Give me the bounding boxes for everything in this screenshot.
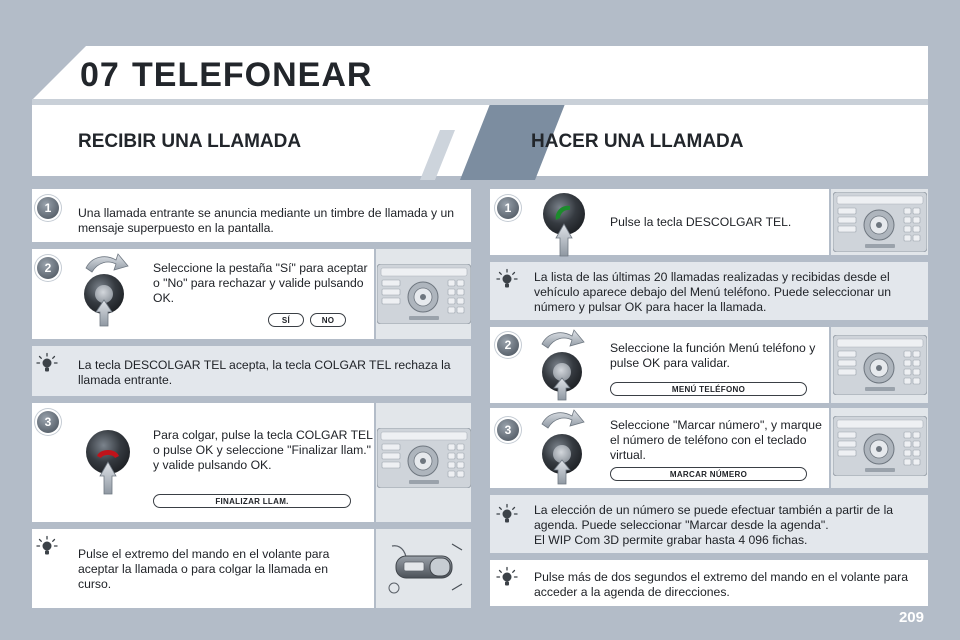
radio-unit-image [833, 192, 927, 252]
left-tip1-text: La tecla DESCOLGAR TEL acepta, la tecla COLGAR TEL rechaza la llamada entrante. [78, 358, 451, 387]
step-number-badge: 3 [497, 419, 519, 441]
menu-telefono-button[interactable]: MENÚ TELÉFONO [610, 382, 807, 396]
marcar-numero-button[interactable]: MARCAR NÚMERO [610, 467, 807, 481]
lightbulb-icon [496, 268, 518, 290]
right-step1-text: Pulse la tecla DESCOLGAR TEL. [610, 215, 792, 229]
radio-unit-image [377, 428, 471, 488]
radio-unit-image [833, 416, 927, 476]
left-tip2-text: Pulse el extremo del mando en el volante para aceptar la llamada o para colgar la llamada en curso. [78, 547, 330, 591]
right-tip3-text: Pulse más de dos segundos el extremo del mando en el volante para acceder a la agenda de direcciones. [534, 570, 908, 599]
header-rule [32, 99, 928, 105]
step-number-badge: 1 [497, 197, 519, 219]
lightbulb-icon [36, 352, 58, 374]
lightbulb-icon [36, 535, 58, 557]
left-step2-text: Seleccione la pestaña "Sí" para aceptar o "No" para rechazar y valide pulsando OK. [153, 261, 368, 305]
steering-stalk-image [382, 536, 468, 602]
chapter-number: 07 [80, 56, 120, 94]
section-title-make: HACER UNA LLAMADA [531, 131, 744, 152]
rotary-knob-icon [80, 250, 136, 330]
finalizar-llam-button[interactable]: FINALIZAR LLAM. [153, 494, 351, 508]
right-tip1-text: La lista de las últimas 20 llamadas realizadas y recibidas desde el vehículo aparece debajo del Menú teléfono. Puede seleccionar un número y pulsar OK para hacer la llamada. [534, 270, 892, 314]
phone-pickup-icon [538, 192, 590, 258]
radio-unit-image [377, 264, 471, 324]
step-number-badge: 2 [497, 334, 519, 356]
no-tab-button[interactable]: NO [310, 313, 346, 327]
right-step2-text: Seleccione la función Menú teléfono y pulse OK para validar. [610, 341, 816, 370]
lightbulb-icon [496, 503, 518, 525]
radio-unit-image [833, 335, 927, 395]
step-number-badge: 3 [37, 411, 59, 433]
chapter-title: TELEFONEAR [132, 56, 373, 94]
page-number: 209 [898, 609, 924, 626]
lightbulb-icon [496, 566, 518, 588]
yes-tab-button[interactable]: SÍ [268, 313, 304, 327]
left-step1-text: Una llamada entrante se anuncia mediante un timbre de llamada y un mensaje superpuesto en la pantalla. [78, 206, 455, 235]
right-step3-text: Seleccione "Marcar número", y marque el número de teléfono con el teclado virtual. [610, 418, 822, 462]
section-title-receive: RECIBIR UNA LLAMADA [78, 131, 302, 152]
rotary-knob-icon [536, 326, 592, 402]
step-number-badge: 1 [37, 197, 59, 219]
step-number-badge: 2 [37, 257, 59, 279]
right-tip2-text-line1: La elección de un número se puede efectuar también a partir de la agenda. Puede seleccionar "Marcar desde la agenda". [534, 503, 894, 532]
rotary-knob-icon [536, 406, 592, 486]
left-step3-text: Para colgar, pulse la tecla COLGAR TEL o pulse OK y seleccione "Finalizar llam." y valide pulsando OK. [153, 428, 373, 472]
right-tip2-text-line2: El WIP Com 3D permite grabar hasta 4 096 fichas. [534, 533, 808, 547]
phone-hangup-icon [82, 428, 134, 498]
